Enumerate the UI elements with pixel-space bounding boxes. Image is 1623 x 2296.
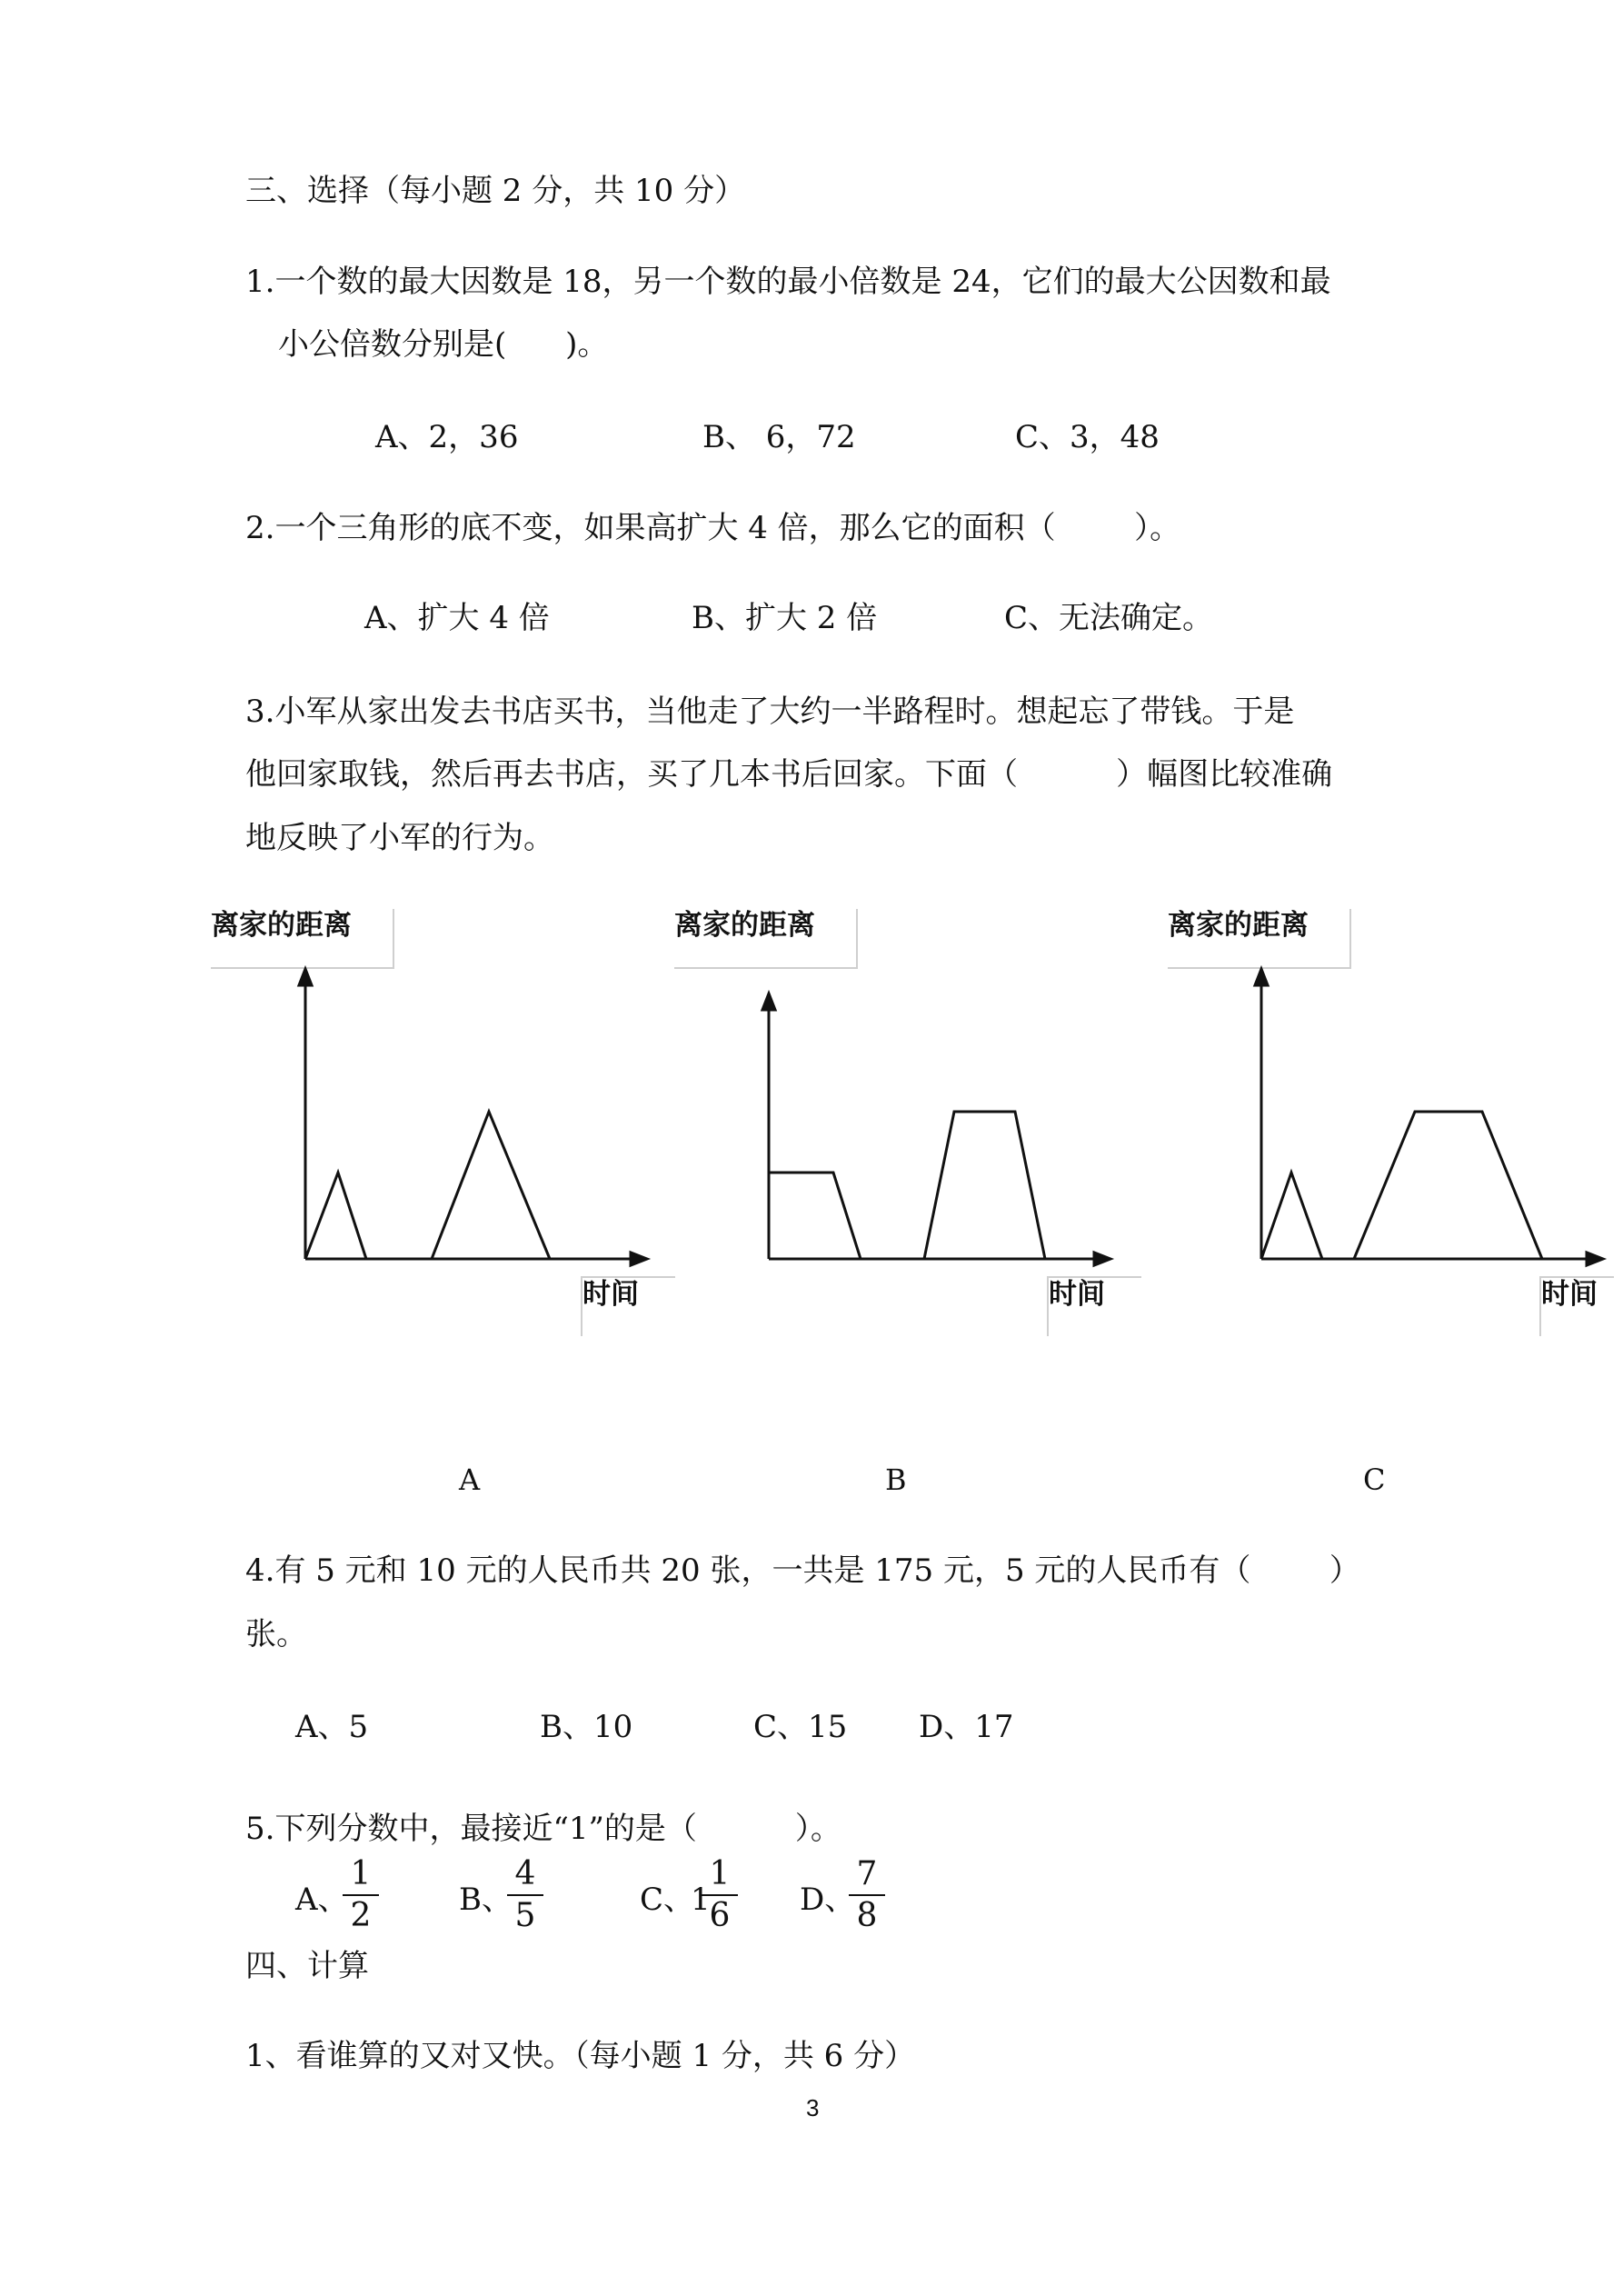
question-5-option-c-fraction xyxy=(702,1856,738,1934)
graph-c xyxy=(1229,963,1610,1273)
graph-c-x-arrow xyxy=(1587,1253,1603,1265)
fraction-bar xyxy=(849,1894,885,1896)
graph-c-option-label: C xyxy=(1363,1462,1386,1497)
fraction-numerator: 1 xyxy=(709,1855,731,1892)
question-4-line-2: 张。 xyxy=(245,1616,307,1652)
fraction-denominator: 2 xyxy=(350,1897,372,1934)
question-4-line-1: 4.有 5 元和 10 元的人民币共 20 张，一共是 175 元，5 元的人民币有（ ） xyxy=(245,1552,1360,1589)
question-4-option-c: C、15 xyxy=(753,1709,848,1745)
section-4-subquestion-1: 1、看谁算的又对又快。（每小题 1 分，共 6 分） xyxy=(245,2038,916,2074)
question-1-line-2: 小公倍数分别是( )。 xyxy=(278,326,609,363)
graph-a-y-label: 离家的距离 xyxy=(211,909,394,969)
fraction-numerator: 4 xyxy=(514,1855,536,1892)
graph-b-x-label: 时间 xyxy=(1047,1276,1141,1336)
question-5-option-b-prefix: B、 xyxy=(459,1882,513,1918)
graph-a-x-label: 时间 xyxy=(581,1276,675,1336)
fraction-bar xyxy=(507,1894,543,1896)
question-4-option-a: A、5 xyxy=(295,1709,369,1745)
graph-c-line xyxy=(1261,1112,1542,1259)
fraction-bar xyxy=(343,1894,379,1896)
question-2-line-1: 2.一个三角形的底不变，如果高扩大 4 倍，那么它的面积（ ）。 xyxy=(245,510,1181,546)
graph-b-x-arrow xyxy=(1094,1253,1110,1265)
graph-c-y-label: 离家的距离 xyxy=(1168,909,1351,969)
question-5-option-d-fraction xyxy=(849,1856,885,1934)
fraction-denominator: 8 xyxy=(856,1897,878,1934)
question-1-option-a: A、2，36 xyxy=(375,419,519,455)
question-3-line-1: 3.小军从家出发去书店买书，当他走了大约一半路程时。想起忘了带钱。于是 xyxy=(245,694,1295,730)
fraction-bar xyxy=(702,1894,738,1896)
fraction-numerator: 7 xyxy=(856,1855,878,1892)
question-1-line-1: 1.一个数的最大因数是 18，另一个数的最小倍数是 24，它们的最大公因数和最 xyxy=(245,264,1331,300)
question-5-option-a-fraction xyxy=(343,1856,379,1934)
question-5-option-b-fraction xyxy=(507,1856,543,1934)
question-2-option-a: A、扩大 4 倍 xyxy=(364,600,550,636)
question-2-option-b: B、扩大 2 倍 xyxy=(692,600,878,636)
question-3-line-3: 地反映了小军的行为。 xyxy=(245,820,554,856)
question-5-line-1: 5.下列分数中，最接近“1”的是（ ）。 xyxy=(245,1811,841,1847)
question-5-option-c-prefix: C、 xyxy=(640,1882,695,1918)
page-number: 3 xyxy=(806,2094,820,2121)
graph-b-y-label: 离家的距离 xyxy=(674,909,858,969)
question-4-option-b: B、10 xyxy=(540,1709,633,1745)
fraction-denominator: 6 xyxy=(709,1897,731,1934)
graph-b xyxy=(736,963,1118,1273)
question-4-option-d: D、17 xyxy=(919,1709,1014,1745)
question-5-option-d-prefix: D、 xyxy=(800,1882,856,1918)
graph-b-option-label: B xyxy=(885,1462,907,1497)
graph-a-option-label: A xyxy=(459,1462,481,1497)
graph-c-x-label: 时间 xyxy=(1539,1276,1614,1336)
graph-b-y-arrow xyxy=(762,993,775,1010)
fraction-denominator: 5 xyxy=(514,1897,536,1934)
question-2-option-c: C、无法确定。 xyxy=(1004,600,1214,636)
graph-c-y-arrow xyxy=(1255,969,1268,985)
graph-a-y-arrow xyxy=(299,969,312,985)
question-1-option-b: B、 6，72 xyxy=(702,419,856,455)
question-3-line-2: 他回家取钱，然后再去书店，买了几本书后回家。下面（ ）幅图比较准确 xyxy=(245,756,1333,793)
section-heading-choice: 三、选择（每小题 2 分，共 10 分） xyxy=(245,173,746,209)
question-1-option-c: C、3，48 xyxy=(1015,419,1160,455)
graph-a-x-arrow xyxy=(631,1253,647,1265)
section-heading-calculation: 四、计算 xyxy=(245,1948,369,1984)
graph-a-line xyxy=(305,1112,550,1259)
fraction-numerator: 1 xyxy=(350,1855,372,1892)
question-5-option-a-prefix: A、 xyxy=(295,1882,349,1918)
question-5-option-c-whole: 1 xyxy=(691,1882,711,1918)
graph-b-line xyxy=(769,1112,1045,1259)
graph-a xyxy=(273,963,654,1273)
